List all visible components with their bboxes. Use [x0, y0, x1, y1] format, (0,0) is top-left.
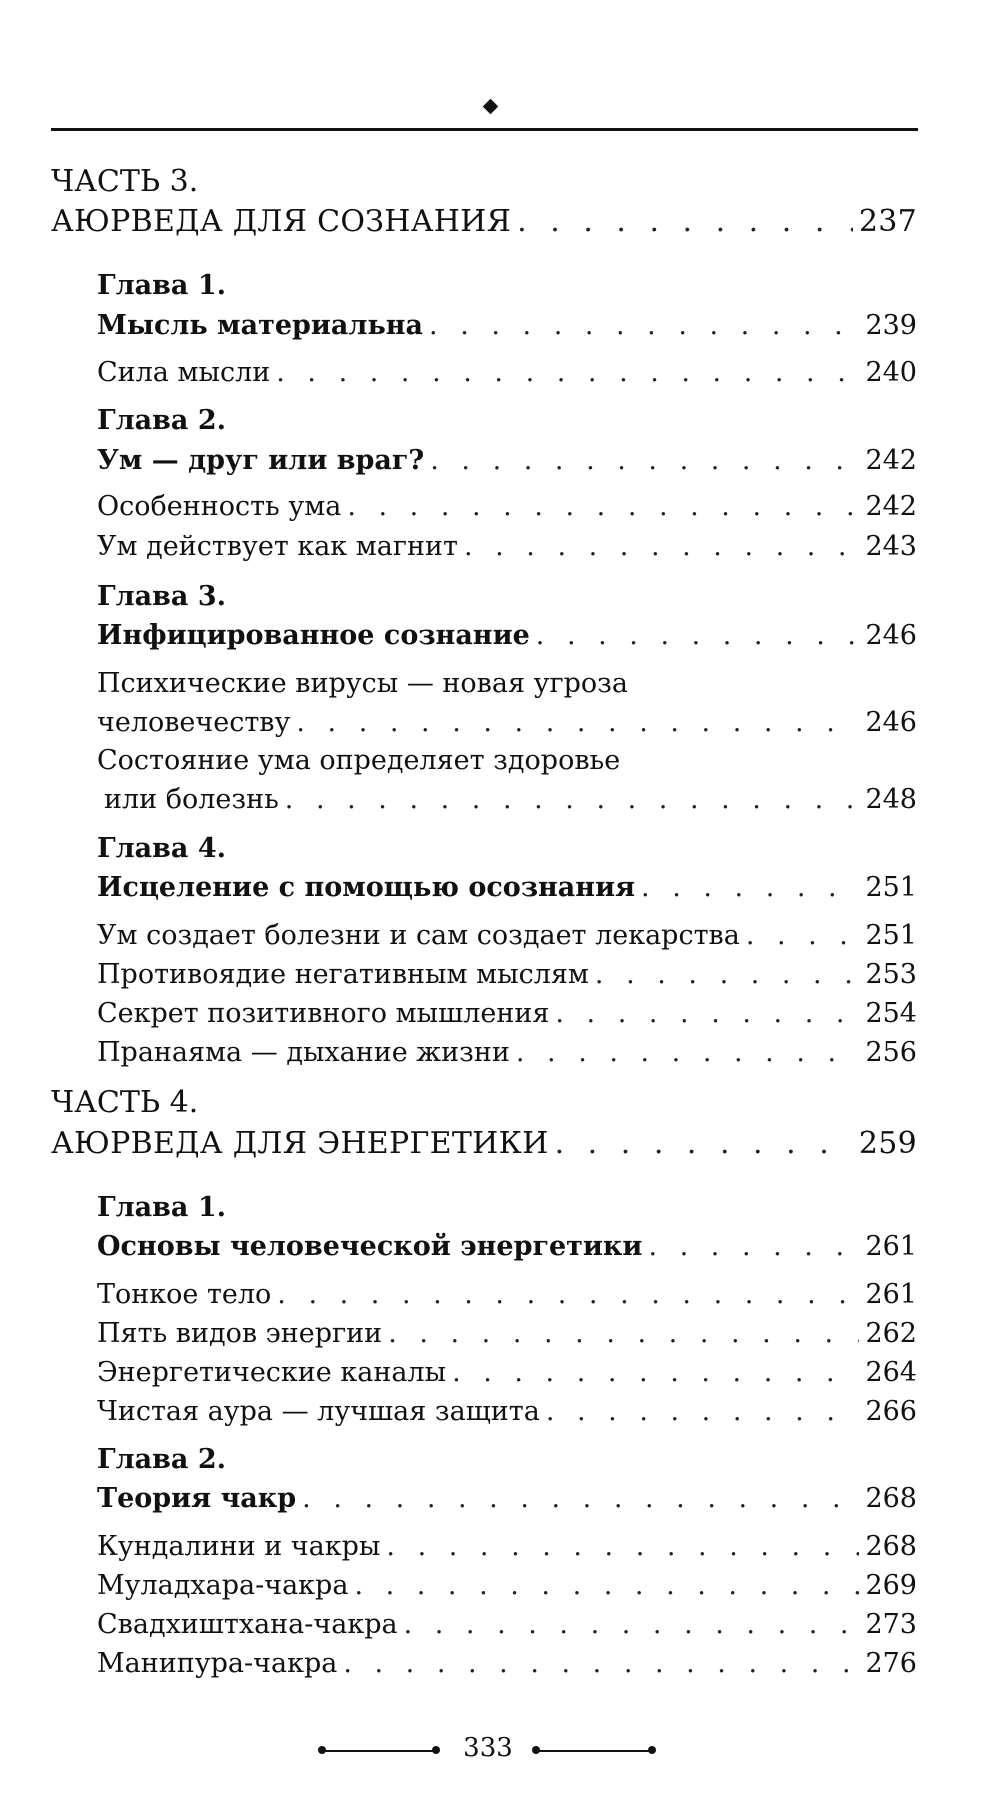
toc-entry-chapter [97, 1231, 917, 1262]
chapter-label: Глава 4. [97, 833, 227, 864]
dot-leader [746, 920, 860, 951]
page-number: 269 [865, 1570, 917, 1601]
chapter-title: Ум — друг или враг? [97, 445, 425, 476]
section-title: Чистая аура — лучшая защита [97, 1396, 540, 1427]
page-number: 264 [865, 1357, 917, 1388]
toc-entry-section [97, 1396, 917, 1427]
section-title: Секрет позитивного мышления [97, 998, 550, 1029]
page-number: 268 [865, 1531, 917, 1562]
section-title: Свадхиштхана-чакра [97, 1609, 398, 1640]
chapter-title: Теория чакр [97, 1483, 297, 1514]
toc-entry-section [97, 1037, 917, 1068]
dot-leader [347, 491, 859, 522]
chapter-title: Инфицированное сознание [97, 620, 530, 651]
toc-entry-chapter [97, 310, 917, 341]
toc-entry-section [97, 531, 917, 562]
chapter-title: Основы человеческой энергетики [97, 1231, 643, 1262]
dot-leader [277, 1279, 859, 1310]
section-title: Пять видов энергии [97, 1318, 383, 1349]
dot-leader [386, 1531, 859, 1562]
dot-leader [517, 204, 853, 239]
page-number: 243 [865, 531, 917, 562]
page-number: 261 [865, 1279, 917, 1310]
section-title: Муладхара-чакра [97, 1570, 349, 1601]
page-number: 246 [865, 707, 917, 738]
header-rule [51, 128, 918, 131]
toc-entry-section [97, 1357, 917, 1388]
page-number: 268 [865, 1483, 917, 1514]
footer-rule-left [324, 1750, 434, 1752]
dot-leader [302, 1483, 859, 1514]
toc-entry-chapter [97, 872, 917, 903]
toc-entry-part-4 [51, 1126, 917, 1161]
page-number: 242 [865, 491, 917, 522]
dot-leader [536, 620, 860, 651]
page-number: 248 [865, 784, 917, 815]
section-title: или болезнь [104, 784, 279, 815]
toc-entry-section [97, 920, 917, 951]
dot-leader [354, 1570, 859, 1601]
dot-leader [296, 707, 859, 738]
dot-leader [641, 872, 859, 903]
page-number: 256 [865, 1037, 917, 1068]
page-number: 261 [865, 1231, 917, 1262]
dot-leader [546, 1396, 860, 1427]
section-title: Энергетические каналы [97, 1357, 447, 1388]
page-number: 240 [865, 357, 917, 388]
section-title: Сила мысли [97, 357, 271, 388]
toc-entry-section [97, 1531, 917, 1562]
chapter-title: Мысль материальна [97, 310, 424, 341]
page-number: 239 [865, 310, 917, 341]
page-number: 237 [858, 204, 917, 239]
toc-entry-section [97, 1648, 917, 1679]
dot-leader [595, 959, 860, 990]
section-title: Особенность ума [97, 491, 342, 522]
toc-entry-section [97, 959, 917, 990]
toc-entry-section [97, 491, 917, 522]
dot-leader [276, 357, 859, 388]
toc-entry-chapter [97, 1483, 917, 1514]
dot-leader [516, 1037, 860, 1068]
chapter-label: Глава 2. [97, 405, 227, 436]
page-number: 246 [865, 620, 917, 651]
section-title: Пранаяма — дыхание жизни [97, 1037, 510, 1068]
toc-entry-section [97, 1570, 917, 1601]
dot-leader [464, 531, 860, 562]
diamond-ornament-icon [483, 99, 499, 115]
dot-leader [285, 784, 860, 815]
section-title: Противоядие негативным мыслям [97, 959, 589, 990]
part-3-label: ЧАСТЬ 3. [51, 164, 199, 199]
part-4-title: АЮРВЕДА ДЛЯ ЭНЕРГЕТИКИ [51, 1126, 549, 1161]
footer-ornament-dot [648, 1746, 656, 1754]
toc-entry-section [97, 357, 917, 388]
page-number: 266 [865, 1396, 917, 1427]
dot-leader [430, 445, 859, 476]
toc-entry-chapter [97, 620, 917, 651]
chapter-label: Глава 2. [97, 1444, 227, 1475]
chapter-title: Исцеление с помощью осознания [97, 872, 636, 903]
toc-entry-section [97, 1279, 917, 1310]
footer-rule-right [538, 1750, 650, 1752]
toc-entry-section [97, 707, 917, 738]
dot-leader [404, 1609, 860, 1640]
section-title: Тонкое тело [97, 1279, 272, 1310]
page-number: 273 [865, 1609, 917, 1640]
dot-leader [648, 1231, 859, 1262]
section-title: Ум действует как магнит [97, 531, 458, 562]
part-3-title: АЮРВЕДА ДЛЯ СОЗНАНИЯ [51, 204, 512, 239]
chapter-label: Глава 3. [97, 581, 227, 612]
page-number: 251 [865, 920, 917, 951]
dot-leader [555, 998, 859, 1029]
dot-leader [388, 1318, 859, 1349]
page-number: 242 [865, 445, 917, 476]
page-number: 276 [865, 1648, 917, 1679]
toc-entry-part-3 [51, 204, 917, 239]
toc-entry-section [97, 1609, 917, 1640]
toc-entry-section [97, 1318, 917, 1349]
page-number: 253 [865, 959, 917, 990]
part-4-label: ЧАСТЬ 4. [51, 1085, 199, 1120]
page-number: 254 [865, 998, 917, 1029]
toc-entry-section [104, 784, 917, 815]
footer-ornament-dot [432, 1746, 440, 1754]
dot-leader [452, 1357, 859, 1388]
chapter-label: Глава 1. [97, 270, 227, 301]
page-number: 251 [865, 872, 917, 903]
chapter-label: Глава 1. [97, 1192, 227, 1223]
page-number: 259 [858, 1126, 917, 1161]
toc-entry-chapter [97, 445, 917, 476]
page-number: 262 [865, 1318, 917, 1349]
page-folio: 333 [463, 1733, 513, 1763]
section-title: Кундалини и чакры [97, 1531, 381, 1562]
section-title-line1: Состояние ума определяет здоровье [97, 745, 621, 776]
section-title: Манипура-чакра [97, 1648, 338, 1679]
dot-leader [429, 310, 859, 341]
section-title: человечеству [97, 707, 291, 738]
section-title-line1: Психические вирусы — новая угроза [97, 668, 628, 699]
dot-leader [555, 1126, 853, 1161]
toc-entry-section [97, 998, 917, 1029]
section-title: Ум создает болезни и сам создает лекарства [97, 920, 740, 951]
dot-leader [343, 1648, 859, 1679]
